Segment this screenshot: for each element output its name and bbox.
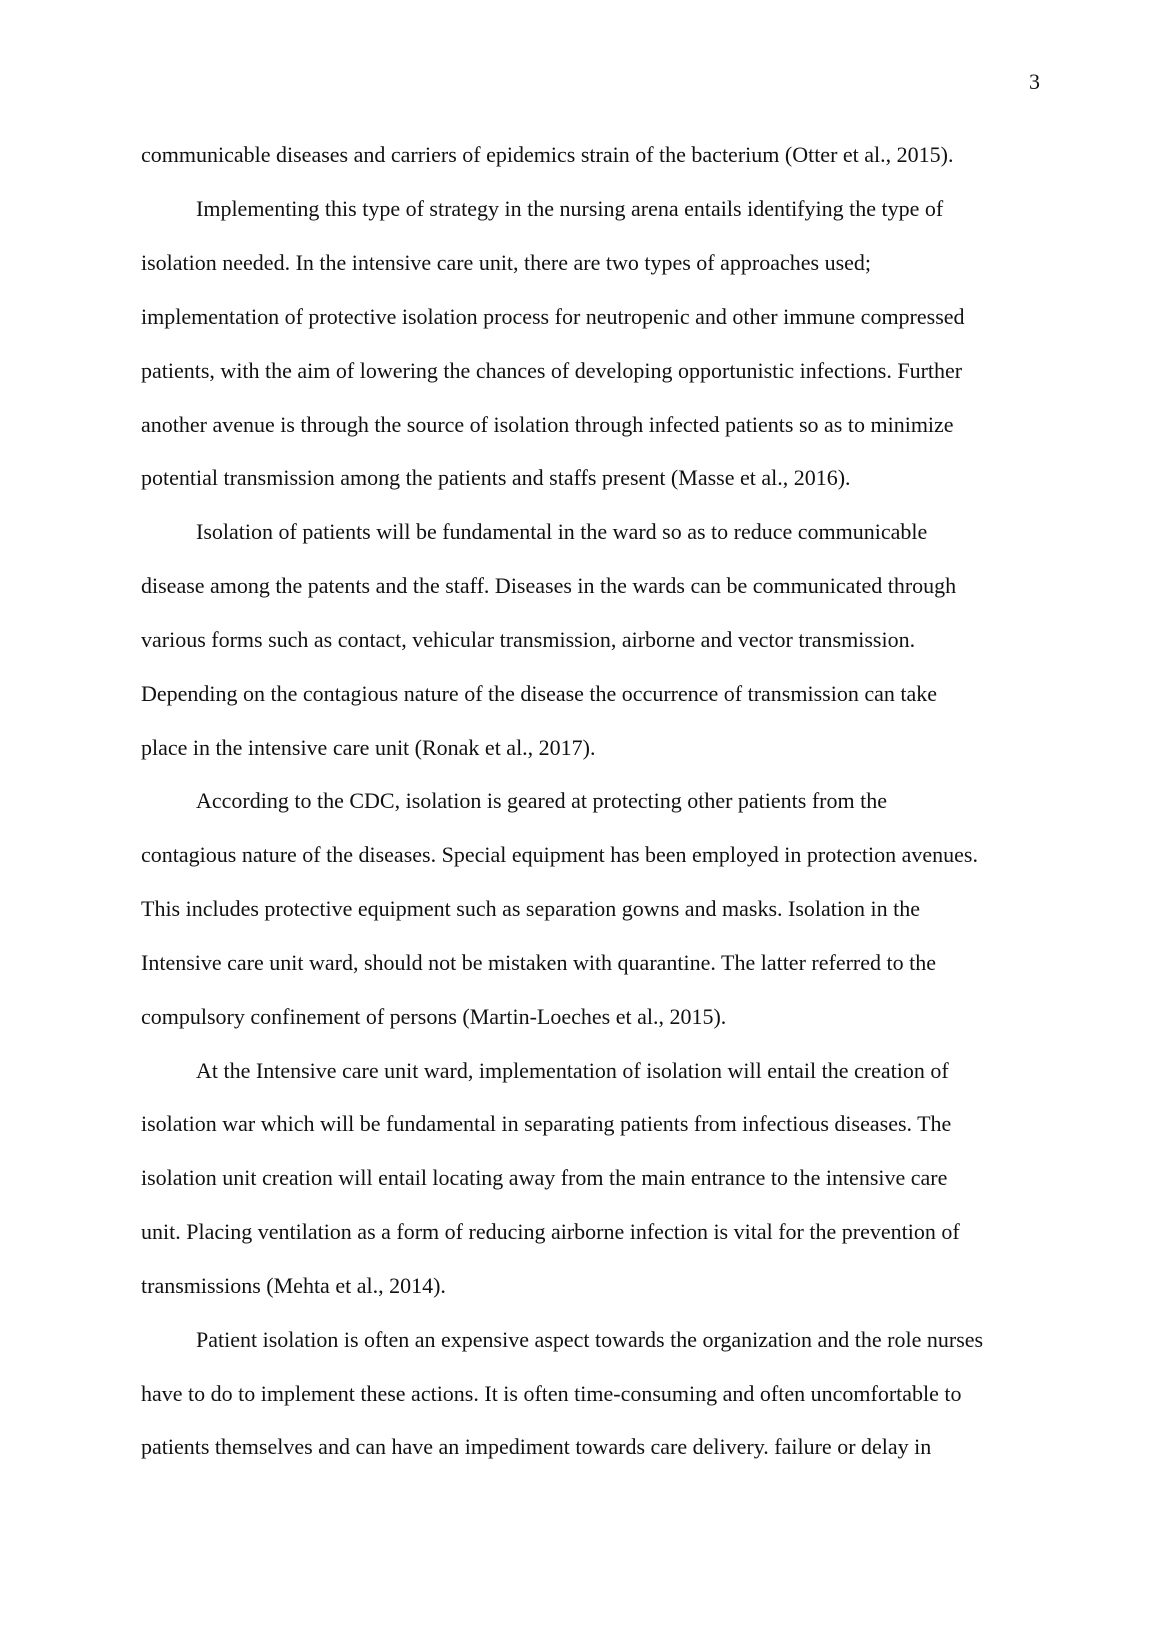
body-line: unit. Placing ventilation as a form of reducing airborne infection is vital for the prevention of xyxy=(141,1219,960,1244)
paragraph-first-line: Isolation of patients will be fundamental in the ward so as to reduce communicable xyxy=(196,519,928,544)
body-line: place in the intensive care unit (Ronak et al., 2017). xyxy=(141,735,596,760)
page-number: 3 xyxy=(1029,69,1040,94)
body-line: have to do to implement these actions. It is often time-consuming and often uncomfortable to xyxy=(141,1381,962,1406)
body-line: patients themselves and can have an impediment towards care delivery. failure or delay in xyxy=(141,1434,932,1459)
paragraph-first-line: Implementing this type of strategy in the nursing arena entails identifying the type of xyxy=(196,196,944,221)
body-line: This includes protective equipment such as separation gowns and masks. Isolation in the xyxy=(141,896,921,921)
body-line: disease among the patents and the staff. Diseases in the wards can be communicated through xyxy=(141,573,957,598)
body-line: Intensive care unit ward, should not be mistaken with quarantine. The latter referred to the xyxy=(141,950,936,975)
body-line: isolation war which will be fundamental in separating patients from infectious diseases. The xyxy=(141,1111,952,1136)
paragraph-first-line: At the Intensive care unit ward, implementation of isolation will entail the creation of xyxy=(196,1058,949,1083)
body-line: isolation unit creation will entail locating away from the main entrance to the intensive care xyxy=(141,1165,948,1190)
body-line: transmissions (Mehta et al., 2014). xyxy=(141,1273,446,1298)
body-line: another avenue is through the source of isolation through infected patients so as to minimize xyxy=(141,412,954,437)
paragraph-first-line: According to the CDC, isolation is geared at protecting other patients from the xyxy=(196,788,887,813)
body-line: implementation of protective isolation process for neutropenic and other immune compressed xyxy=(141,304,965,329)
body-line: patients, with the aim of lowering the chances of developing opportunistic infections. Further xyxy=(141,358,963,383)
body-line: compulsory confinement of persons (Martin-Loeches et al., 2015). xyxy=(141,1004,727,1029)
body-line: contagious nature of the diseases. Special equipment has been employed in protection avenues. xyxy=(141,842,978,867)
body-line: potential transmission among the patients and staffs present (Masse et al., 2016). xyxy=(141,465,851,490)
body-line: isolation needed. In the intensive care unit, there are two types of approaches used; xyxy=(141,250,872,275)
body-line: communicable diseases and carriers of epidemics strain of the bacterium (Otter et al., 2015). xyxy=(141,142,954,167)
body-line: Depending on the contagious nature of the disease the occurrence of transmission can take xyxy=(141,681,937,706)
body-line: various forms such as contact, vehicular transmission, airborne and vector transmission. xyxy=(141,627,916,652)
paragraph-first-line: Patient isolation is often an expensive aspect towards the organization and the role nurses xyxy=(196,1327,984,1352)
